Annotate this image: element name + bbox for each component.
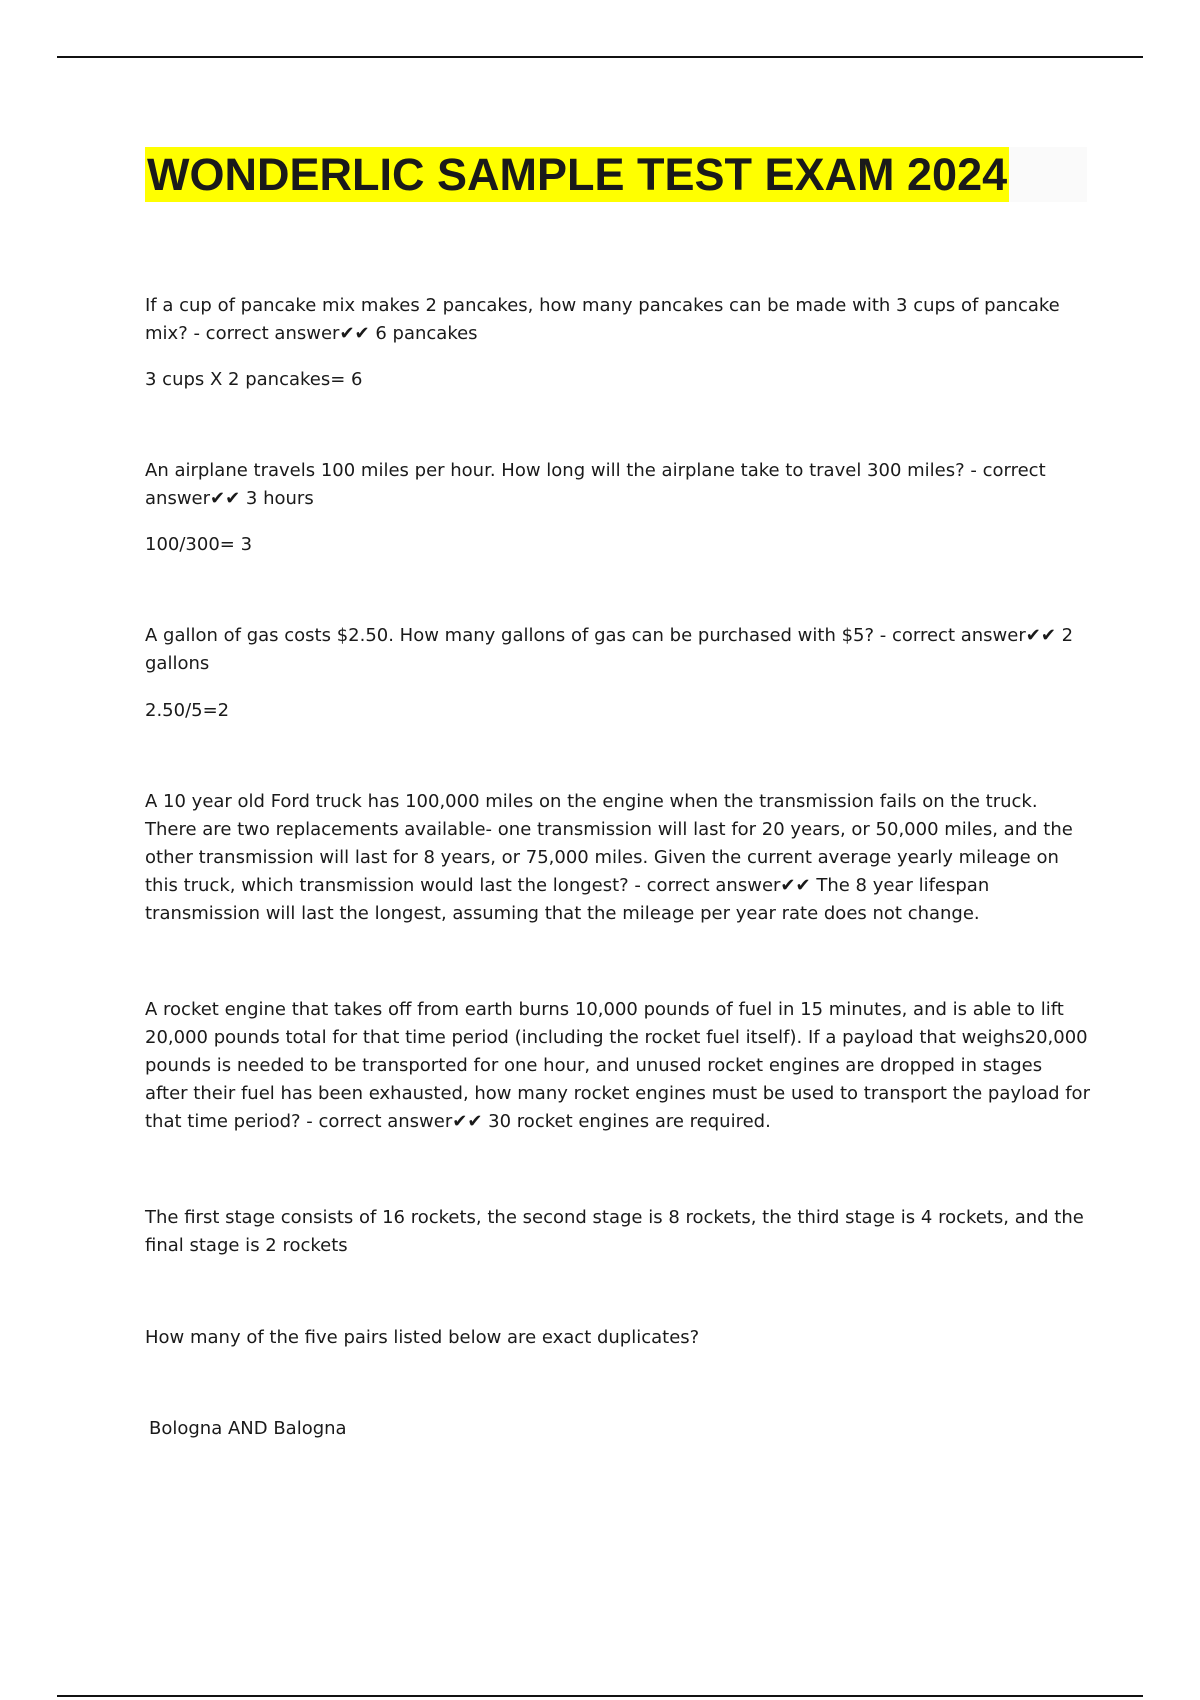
page-title: WONDERLIC SAMPLE TEST EXAM 2024: [147, 149, 1008, 200]
check-mark-icon: ✔✔: [210, 488, 241, 509]
duplicates-question: How many of the five pairs listed below are exact duplicates?: [145, 1327, 700, 1348]
check-mark-icon: ✔✔: [1025, 625, 1056, 646]
question-3-text: A gallon of gas costs $2.50. How many gallons of gas can be purchased with $5? - correct answer: [145, 625, 1026, 646]
work-3: 2.50/5=2: [145, 700, 230, 721]
question-3: [145, 622, 1090, 678]
check-mark-icon: ✔✔: [780, 875, 811, 896]
question-5-text: A rocket engine that takes off from earth burns 10,000 pounds of fuel in 15 minutes, and is able to lift 20,000 pounds total for that time period (including the rocket fuel itself). If a payload that weighs20,000 pounds is needed to be transported for one hour, and unused rocket engines are dropped in stages after their fuel has been exhausted, how many rocket engines must be used to transport the payload for that time period? - correct answer: [145, 999, 1090, 1132]
work-2: 100/300= 3: [145, 534, 253, 555]
answer-3: 2 gallons: [145, 625, 1074, 674]
question-1-text: If a cup of pancake mix makes 2 pancakes, how many pancakes can be made with 3 cups of pancake mix? - correct answer: [145, 295, 1060, 344]
answer-5: 30 rocket engines are required.: [488, 1111, 771, 1132]
question-4-text: A 10 year old Ford truck has 100,000 miles on the engine when the transmission fails on the truck. There are two replacements available- one transmission will last for 20 years, or 50,000 miles, and the other transmission will last for 8 years, or 75,000 miles. Given the current average yearly mileage on this truck, which transmission would last the longest? - correct answer: [145, 791, 1073, 896]
answer-4: The 8 year lifespan transmission will last the longest, assuming that the mileage per year rate does not change.: [145, 875, 990, 924]
question-4: [145, 788, 1090, 928]
pair-1: Bologna AND Balogna: [149, 1418, 347, 1439]
work-1: 3 cups X 2 pancakes= 6: [145, 369, 363, 390]
bottom-rule: [57, 1695, 1143, 1697]
question-1: [145, 292, 1090, 348]
question-2: [145, 457, 1090, 513]
check-mark-icon: ✔✔: [452, 1111, 483, 1132]
title-block: [145, 147, 1087, 202]
answer-2: 3 hours: [245, 488, 314, 509]
top-rule: [57, 56, 1143, 58]
question-5: [145, 996, 1090, 1136]
question-2-text: An airplane travels 100 miles per hour. How long will the airplane take to travel 300 miles? - correct answer: [145, 460, 1046, 509]
answer-1: 6 pancakes: [375, 323, 478, 344]
check-mark-icon: ✔✔: [339, 323, 370, 344]
stage-note: The first stage consists of 16 rockets, the second stage is 8 rockets, the third stage is 4 rockets, and the final stage is 2 rockets: [145, 1207, 1084, 1256]
